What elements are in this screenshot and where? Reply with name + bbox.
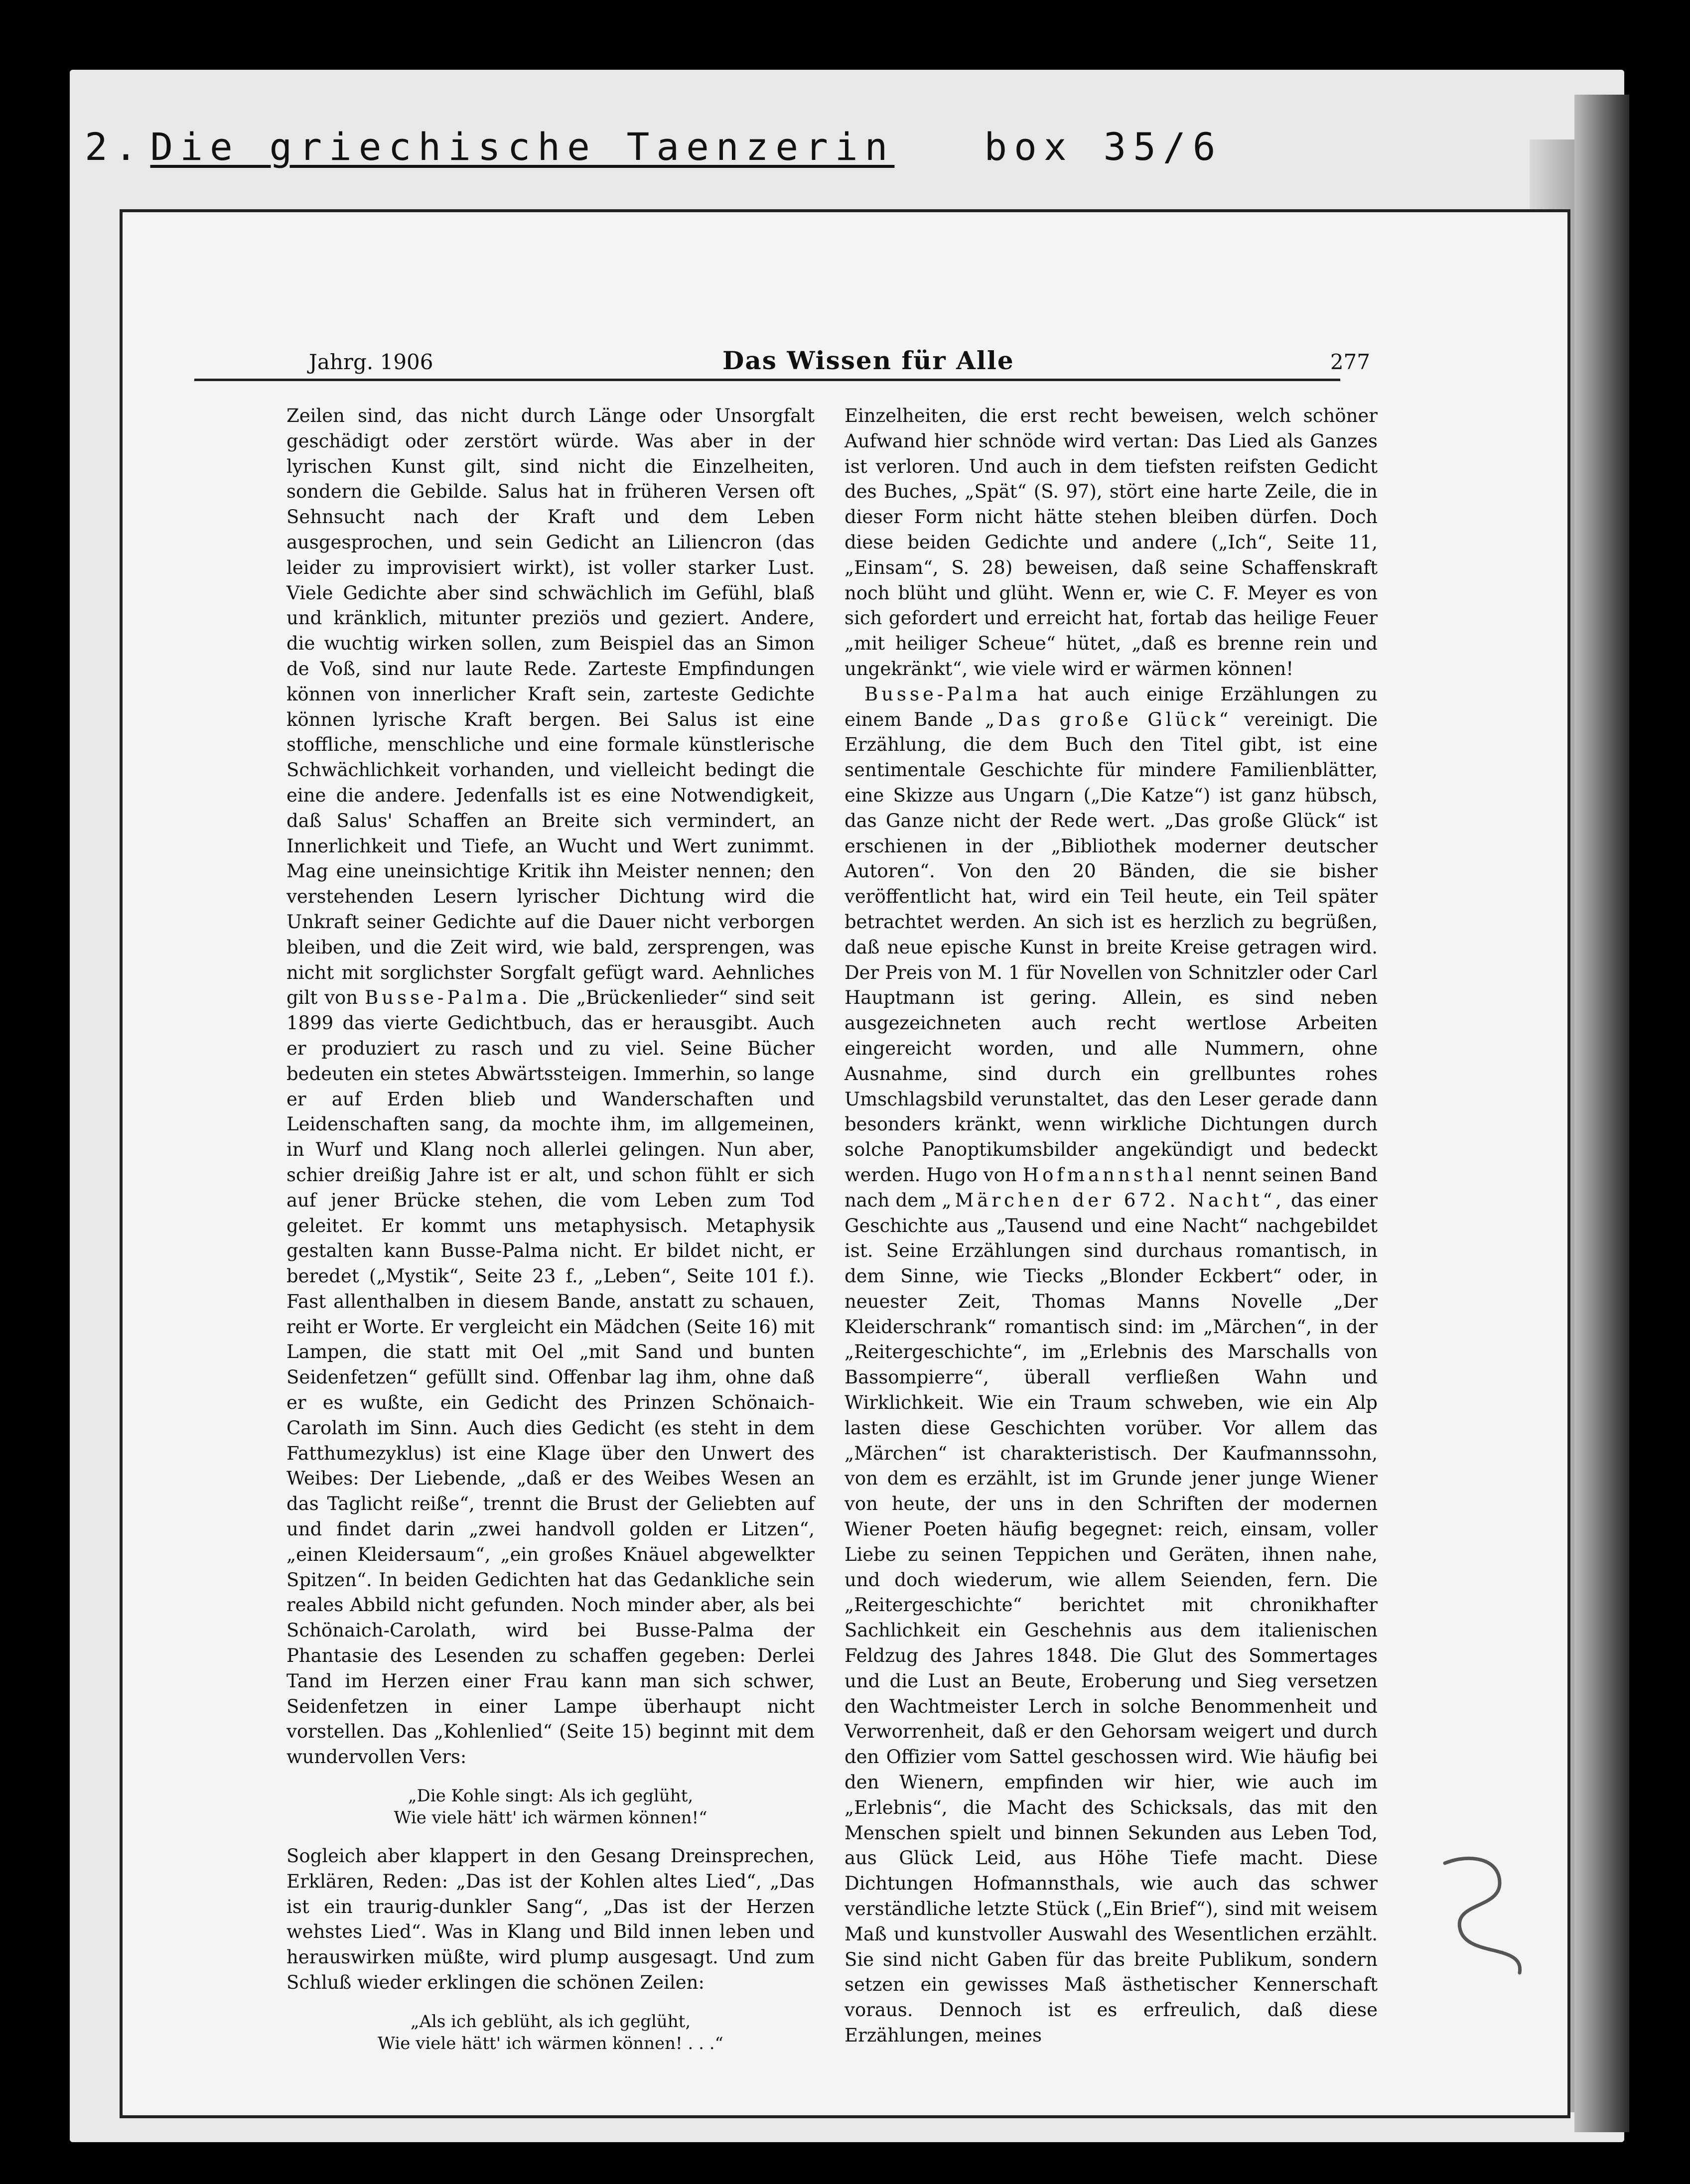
- left-column: [286, 404, 815, 2053]
- left-p1-name: Busse-Palma.: [365, 987, 531, 1009]
- left-quote-1-line-1: „Die Kohle singt: Als ich geglüht,: [408, 1786, 694, 1806]
- header-year: Jahrg. 1906: [309, 350, 433, 374]
- archive-label-title: Die griechische Taenzerin: [150, 125, 895, 169]
- header-page-number: 277: [1330, 350, 1370, 374]
- archive-label-box: box 35/6: [984, 125, 1223, 169]
- archive-label: [85, 125, 1222, 179]
- right-p2-name: Busse-Palma: [864, 683, 1021, 705]
- left-paragraph-2: Sogleich aber klappert in den Gesang Dreinsprechen, Erklären, Reden: „Das ist der Kohlen altes Lied“, „Das ist ein traurig-dunkler Sang“, „Das ist der Herzen wehstes Lied“. Was in Klang und Bild innen leben und herauswirken müßte, wird plump ausgesagt. Und zum Schluß wieder erklingen die schönen Zeilen:: [286, 1845, 815, 1994]
- left-quote-2-line-2: Wie viele hätt' ich wärmen können! . . .“: [378, 2033, 723, 2053]
- right-column: [845, 404, 1378, 2046]
- right-p2-name-2: Hofmannsthal: [1022, 1164, 1197, 1186]
- left-quote-1-line-2: Wie viele hätt' ich wärmen können!“: [394, 1808, 707, 1828]
- archive-label-number: 2.: [85, 125, 144, 169]
- pencil-mark-icon: [1425, 1843, 1554, 1993]
- left-quote-1: [286, 1785, 815, 1829]
- right-p2-text-b: vereinigt. Die Erzählung, die dem Buch den Titel gibt, ist eine sentimentale Geschichte für mindere Familienblätter, eine Skizze aus Ungarn („Die Katze“) ist ganz hübsch, das Ganze nicht der Rede wert. „Das große Glück“ ist erschienen in der „Bibliothek moderner deutscher Autoren“. Von den 20 Bänden, die sie bisher veröffentlicht hat, wird ein Teil heute, ein Teil später betrachtet werden. An sich ist es herzlich zu begrüßen, daß neue epische Kunst in breite Kreise getragen wird. Der Preis von M. 1 für Novellen von Schnitzler oder Carl Hauptmann ist gering. Allein, es sind neben ausgezeichneten auch recht wertlose Arbeiten eingereicht worden, und alle Nummern, ohne Ausnahme, sind durch ein grellbuntes rohes Umschlagsbild verunstaltet, das den Leser gerade dann besonders kränkt, wenn wirkliche Dichtungen durch solche Panoptikumsbilder angekündigt und bedeckt werden. Hugo von: [845, 708, 1378, 1186]
- right-p2-text-d: das einer Geschichte aus „Tausend und eine Nacht“ nachgebildet ist. Seine Erzählungen sind durchaus romantisch, in dem Sinne, wie Tiecks „Blonder Eckbert“ oder, in neuester Zeit, Thomas Manns Novelle „Der Kleiderschrank“ romantisch sind: im „Märchen“, in der „Reitergeschichte“, im „Erlebnis des Marschalls von Bassompierre“, überall verfließen Wahn und Wirklichkeit. Wie ein Traum schweben, wie ein Alp lasten diese Geschichten vorüber. Vor allem das „Märchen“ ist charakteristisch. Der Kaufmannssohn, von dem es erzählt, ist im Grunde jener junge Wiener von heute, der uns in den Schriften der modernen Wiener Poeten häufig begegnet: reich, einsam, voller Liebe zu seinen Teppichen und Geräten, ihnen nahe, und doch wiederum, wie allem Seienden, fern. Die „Reitergeschichte“ berichtet mit chronikhafter Sachlichkeit ein Geschehnis aus dem italienischen Feldzug des Jahres 1848. Die Glut des Sommertages und die Lust an Beute, Eroberung und Sieg versetzen den Wachtmeister Lerch in solche Benommenheit und Verworrenheit, daß er den Gehorsam weigert und durch den Offizier vom Sattel geschossen wird. Wie häufig bei den Wienern, empfinden wir hier, wie auch im „Erlebnis“, die Macht des Schicksals, das mit den Menschen spielt und binnen Sekunden aus Leben Tod, aus Glück Leid, aus Höhe Tiefe macht. Diese Dichtungen Hofmannsthals, wie auch das schwer verständliche letzte Stück („Ein Brief“), sind mit weisem Maß und kunstvoller Auswahl des Wesentlichen erzählt. Sie sind nicht Gaben für das breite Publikum, sondern setzen ein gewisses Maß ästhetischer Kennerschaft voraus. Dennoch ist es erfreulich, daß diese Erzählungen, meines: [845, 1189, 1378, 2046]
- right-paragraph-2: [845, 682, 1378, 2048]
- left-p1-text: Zeilen sind, das nicht durch Länge oder Unsorgfalt geschädigt oder zerstört würde. Was aber in der lyrischen Kunst gilt, sind nicht die Einzelheiten, sondern die Gebilde. Salus hat in früheren Versen oft Sehnsucht nach der Kraft und dem Leben ausgesprochen, und sein Gedicht an Liliencron (das leider zu improvisiert wirkt), ist voller starker Lust. Viele Gedichte aber sind schwächlich im Gefühl, blaß und kränklich, mitunter preziös und geziert. Andere, die wuchtig wirken sollen, zum Beispiel das an Simon de Voß, sind nur laute Rede. Zarteste Empfindungen können von innerlicher Kraft sein, zarteste Gedichte können lyrische Kraft bergen. Bei Salus ist eine stoffliche, menschliche und eine formale künstlerische Schwächlichkeit vorhanden, und vielleicht bedingt die eine die andere. Jedenfalls ist es eine Notwendigkeit, daß Salus' Schaffen an Breite sich vermindert, an Innerlichkeit und Tiefe, an Wucht und Wert zunimmt. Mag eine uneinsichtige Kritik ihn Meister nennen; den verstehenden Lesern lyrischer Dichtung wird die Unkraft seiner Gedichte auf die Dauer nicht verborgen bleiben, und die Zeit wird, wie bald, zersprengen, was nicht mit sorglichster Sorgfalt gefügt ward. Aehnliches gilt von: [286, 405, 815, 1009]
- right-p2-text-a: hat auch einige Erzählungen zu einem Bande: [845, 683, 1378, 730]
- left-quote-2-line-1: „Als ich geblüht, als ich geglüht,: [410, 2011, 691, 2032]
- right-p2-book-title: „Das große Glück“: [985, 708, 1232, 730]
- right-paragraph-1: Einzelheiten, die erst recht beweisen, welch schöner Aufwand hier schnöde wird vertan: Das Lied als Ganzes ist verloren. Und auch in dem tiefsten reifsten Gedicht des Buches, „Spät“ (S. 97), stört eine harte Zeile, die in dieser Form nicht hätte stehen bleiben dürfen. Doch diese beiden Gedichte und andere („Ich“, Seite 11, „Einsam“, S. 28) beweisen, daß seine Schaffenskraft noch blüht und glüht. Wenn er, wie C. F. Meyer es von sich gefordert und erreicht hat, fortab das heilige Feuer „mit heiliger Scheue“ hütet, „daß es brenne rein und ungekränkt“, wie viele wird er wärmen können!: [845, 405, 1378, 680]
- left-quote-2: [286, 2011, 815, 2054]
- running-head: [194, 346, 1370, 381]
- left-paragraph-1: [286, 404, 815, 1770]
- right-p2-text-c: nennt seinen Band nach dem: [845, 1164, 1378, 1211]
- left-p1-continued: Die „Brückenlieder“ sind seit 1899 das vierte Gedichtbuch, das er herausgibt. Auch er produziert zu rasch und zu viel. Seine Bücher bedeuten ein stetes Abwärtssteigen. Immerhin, so lange er auf Erden blieb und Wanderschaften und Leidenschaften sang, da mochte ihm, im allgemeinen, in Wurf und Klang noch allerlei gelingen. Nun aber, schier dreißig Jahre ist er alt, und schon fühlt er sich auf jener Brücke stehen, die vom Leben zum Tod geleitet. Er kommt uns metaphysisch. Metaphysik gestalten kann Busse-Palma nicht. Er bildet nicht, er beredet („Mystik“, Seite 23 f., „Leben“, Seite 101 f.). Fast allenthalben in diesem Bande, anstatt zu schauen, reiht er Worte. Er vergleicht ein Mädchen (Seite 16) mit Lampen, die statt mit Oel „mit Sand und bunten Seidenfetzen“ gefüllt sind. Offenbar lag ihm, ohne daß er es wußte, ein Gedicht des Prinzen Schönaich-Carolath im Sinn. Auch dies Gedicht (es steht in dem Fatthumezyklus) ist eine Klage über den Unwert des Weibes: Der Liebende, „daß er des Weibes Wesen an das Taglicht reiße“, trennt die Brust der Geliebten auf und findet darin „zwei handvoll golden er Litzen“, „einen Kleidersaum“, „ein großes Knäuel abgewelkter Spitzen“. In beiden Gedichten hat das Gedankliche sein reales Abbild nicht gefunden. Noch minder aber, als bei Schönaich-Carolath, wird bei Busse-Palma der Phantasie des Lesenden zu schaffen gegeben: Derlei Tand im Herzen einer Frau kann man sich schwer, Seidenfetzen in einer Lampe überhaupt nicht vorstellen. Das „Kohlenlied“ (Seite 15) beginnt mit dem wundervollen Vers:: [286, 987, 815, 1768]
- paper-shadow-edge: [1574, 95, 1629, 2132]
- header-magazine-title: Das Wissen für Alle: [722, 346, 1014, 375]
- right-p2-book-title-2: „Märchen der 672. Nacht“,: [942, 1189, 1285, 1211]
